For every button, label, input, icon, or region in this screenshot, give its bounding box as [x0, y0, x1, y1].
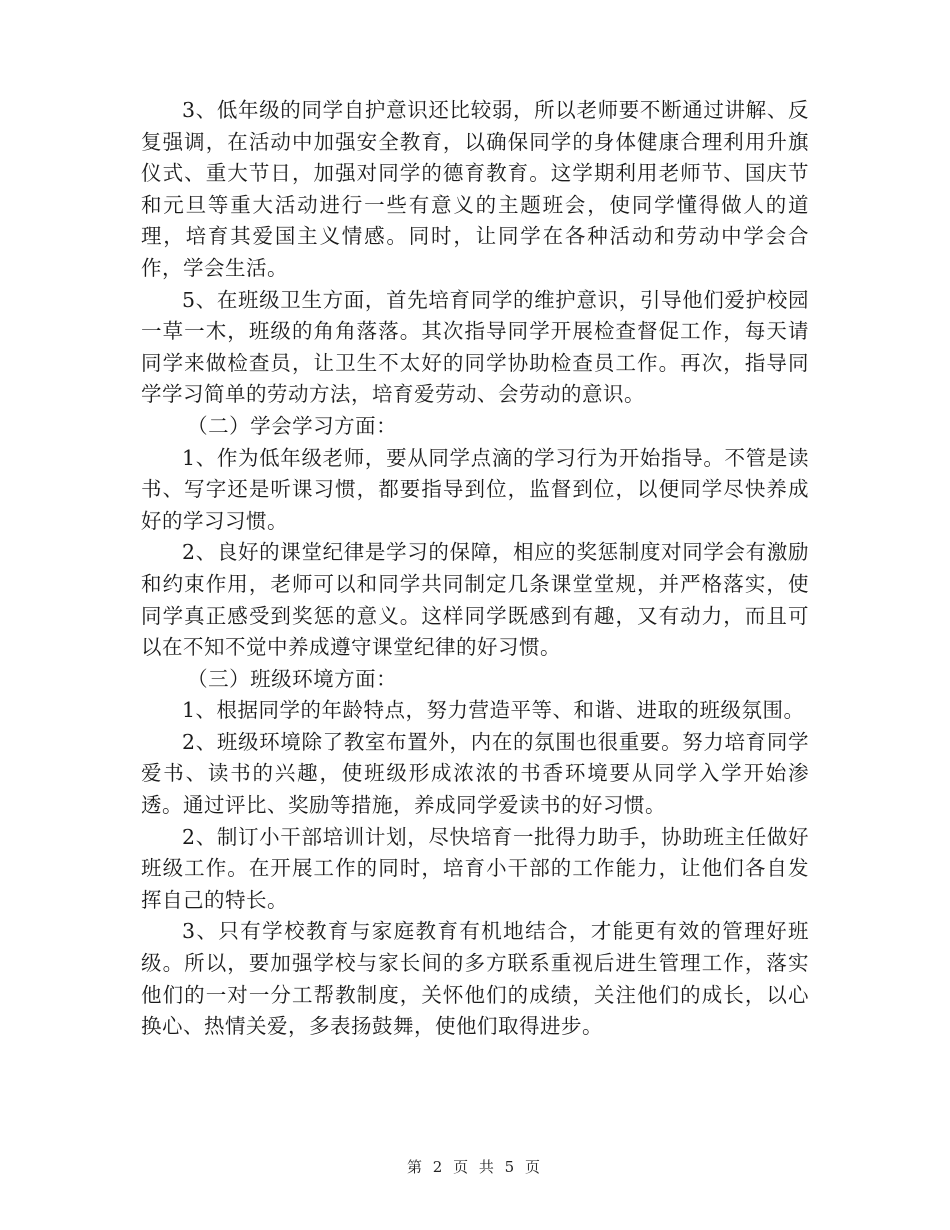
paragraph-learning-habits: 1、作为低年级老师，要从同学点滴的学习行为开始指导。不管是读书、写字还是听课习惯，都要指导到位，监督到位，以便同学尽快养成好的学习习惯。 — [141, 445, 809, 533]
paragraph-home-school-cooperation: 3、只有学校教育与家庭教育有机地结合，才能更有效的管理好班级。所以，要加强学校与家长间的多方联系重视后进生管理工作，落实他们的一对一分工帮教制度，关怀他们的成绩，关注他们的成长，以心换心、热情关爱，多表扬鼓舞，使他们取得进步。 — [141, 919, 809, 1039]
paragraph-safety-moral-education: 3、低年级的同学自护意识还比较弱，所以老师要不断通过讲解、反复强调，在活动中加强安全教育，以确保同学的身体健康合理利用升旗仪式、重大节日，加强对同学的德育教育。这学期利用老师节、国庆节和元旦等重大活动进行一些有意义的主题班会，使同学懂得做人的道理，培育其爱国主义情感。同时，让同学在各种活动和劳动中学会合作，学会生活。 — [141, 98, 809, 280]
document-body — [141, 95, 809, 1043]
section-heading-learning: （二）学会学习方面： — [187, 413, 398, 438]
section-heading-class-environment: （三）班级环境方面： — [187, 666, 398, 691]
paragraph-class-atmosphere: 1、根据同学的年龄特点，努力营造平等、和谐、进取的班级氛围。 — [182, 698, 805, 723]
paragraph-reading-environment: 2、班级环境除了教室布置外，内在的氛围也很重要。努力培育同学爱书、读书的兴趣，使班级形成浓浓的书香环境要从同学入学开始渗透。通过评比、奖励等措施，养成同学爱读书的好习惯。 — [141, 729, 809, 818]
paragraph-student-cadre-training: 2、制订小干部培训计划，尽快培育一批得力助手，协助班主任做好班级工作。在开展工作的同时，培育小干部的工作能力，让他们各自发挥自己的特长。 — [141, 824, 809, 912]
page-number-footer: 第 2 页 共 5 页 — [407, 1158, 543, 1176]
paragraph-class-hygiene: 5、在班级卫生方面，首先培育同学的维护意识，引导他们爱护校园一草一木，班级的角角落落。其次指导同学开展检查督促工作，每天请同学来做检查员，让卫生不太好的同学协助检查员工作。再次，指导同学学习简单的劳动方法，培育爱劳动、会劳动的意识。 — [141, 287, 809, 407]
paragraph-classroom-discipline: 2、良好的课堂纪律是学习的保障，相应的奖惩制度对同学会有激励和约束作用，老师可以和同学共同制定几条课堂堂规，并严格落实，使同学真正感受到奖惩的意义。这样同学既感到有趣，又有动力，而且可以在不知不觉中养成遵守课堂纪律的好习惯。 — [141, 540, 809, 660]
